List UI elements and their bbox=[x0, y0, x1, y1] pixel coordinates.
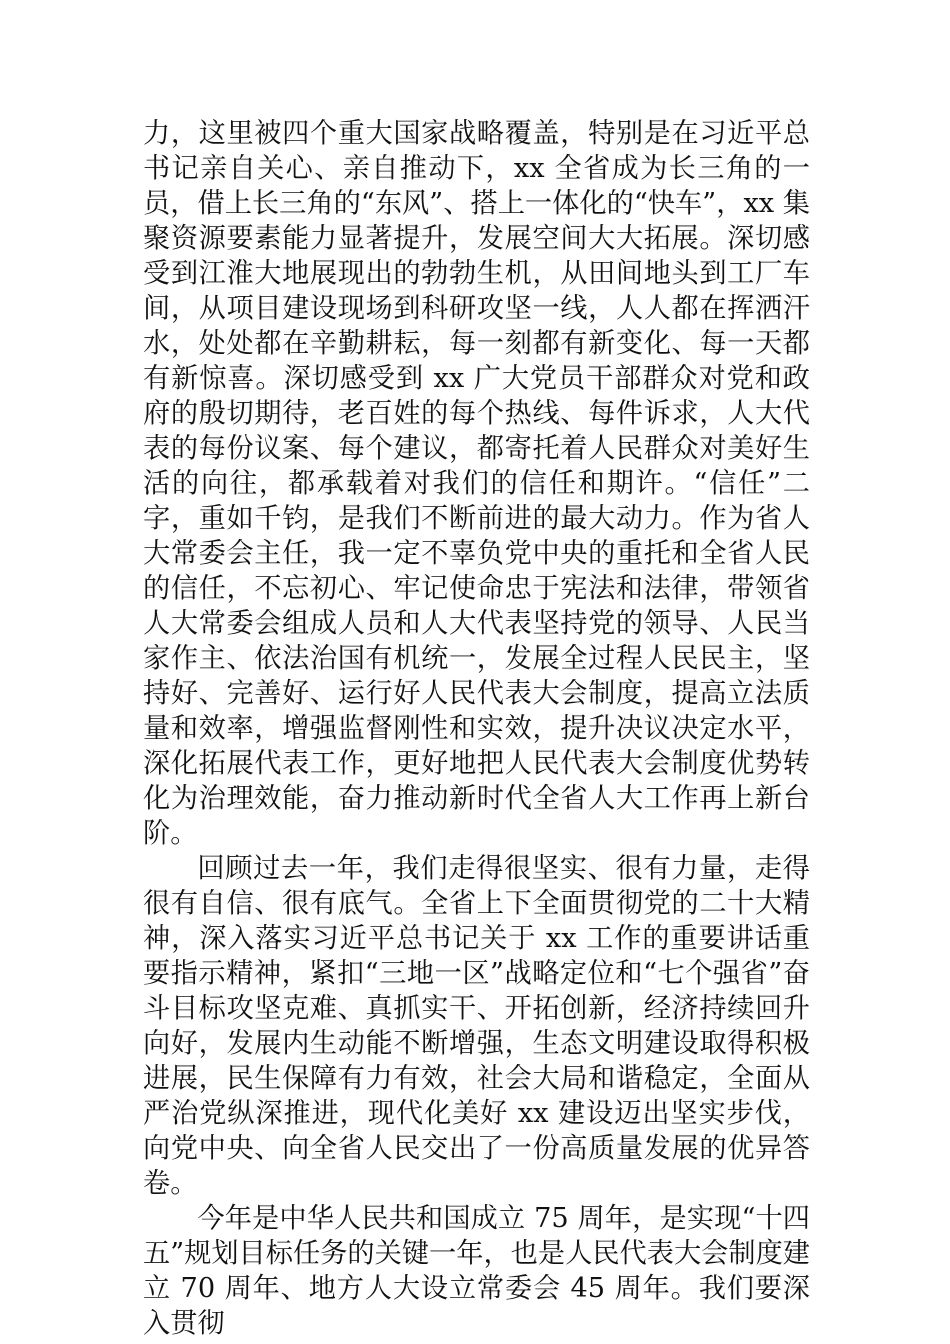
paragraph-2: 回顾过去一年，我们走得很坚实、很有力量，走得很有自信、很有底气。全省上下全面贯彻党的二十大精神，深入落实习近平总书记关于 xx 工作的重要讲话重要指示精神，紧扣“三地一区”战略定位和“七个强省”奋斗目标攻坚克难、真抓实干、开拓创新，经济持续回升向好，发展内生动能不断增强，生态文明建设取得积极进展，民生保障有力有效，社会大局和谐稳定，全面从严治党纵深推进，现代化美好 xx 建设迈出坚实步伐，向党中央、向全省人民交出了一份高质量发展的优异答卷。 bbox=[143, 853, 810, 1199]
paragraph-3: 今年是中华人民共和国成立 75 周年，是实现“十四五”规划目标任务的关键一年，也是人民代表大会制度建立 70 周年、地方人大设立常委会 45 周年。我们要深入贯彻 bbox=[143, 1203, 810, 1339]
document-body bbox=[143, 116, 810, 1341]
paragraph-1: 力，这里被四个重大国家战略覆盖，特别是在习近平总书记亲自关心、亲自推动下，xx 全省成为长三角的一员，借上长三角的“东风”、搭上一体化的“快车”，xx 集聚资源要素能力显著提升，发展空间大大拓展。深切感受到江淮大地展现出的勃勃生机，从田间地头到工厂车间，从项目建设现场到科研攻坚一线，人人都在挥洒汗水，处处都在辛勤耕耘，每一刻都有新变化、每一天都有新惊喜。深切感受到 xx 广大党员干部群众对党和政府的殷切期待，老百姓的每个热线、每件诉求，人大代表的每份议案、每个建议，都寄托着人民群众对美好生活的向往，都承载着对我们的信任和期许。“信任”二字，重如千钧，是我们不断前进的最大动力。作为省人大常委会主任，我一定不辜负党中央的重托和全省人民的信任，不忘初心、牢记使命忠于宪法和法律，带领省人大常委会组成人员和人大代表坚持党的领导、人民当家作主、依法治国有机统一，发展全过程人民民主，坚持好、完善好、运行好人民代表大会制度，提高立法质量和效率，增强监督刚性和实效，提升决议决定水平，深化拓展代表工作，更好地把人民代表大会制度优势转化为治理效能，奋力推动新时代全省人大工作再上新台阶。 bbox=[143, 118, 810, 849]
